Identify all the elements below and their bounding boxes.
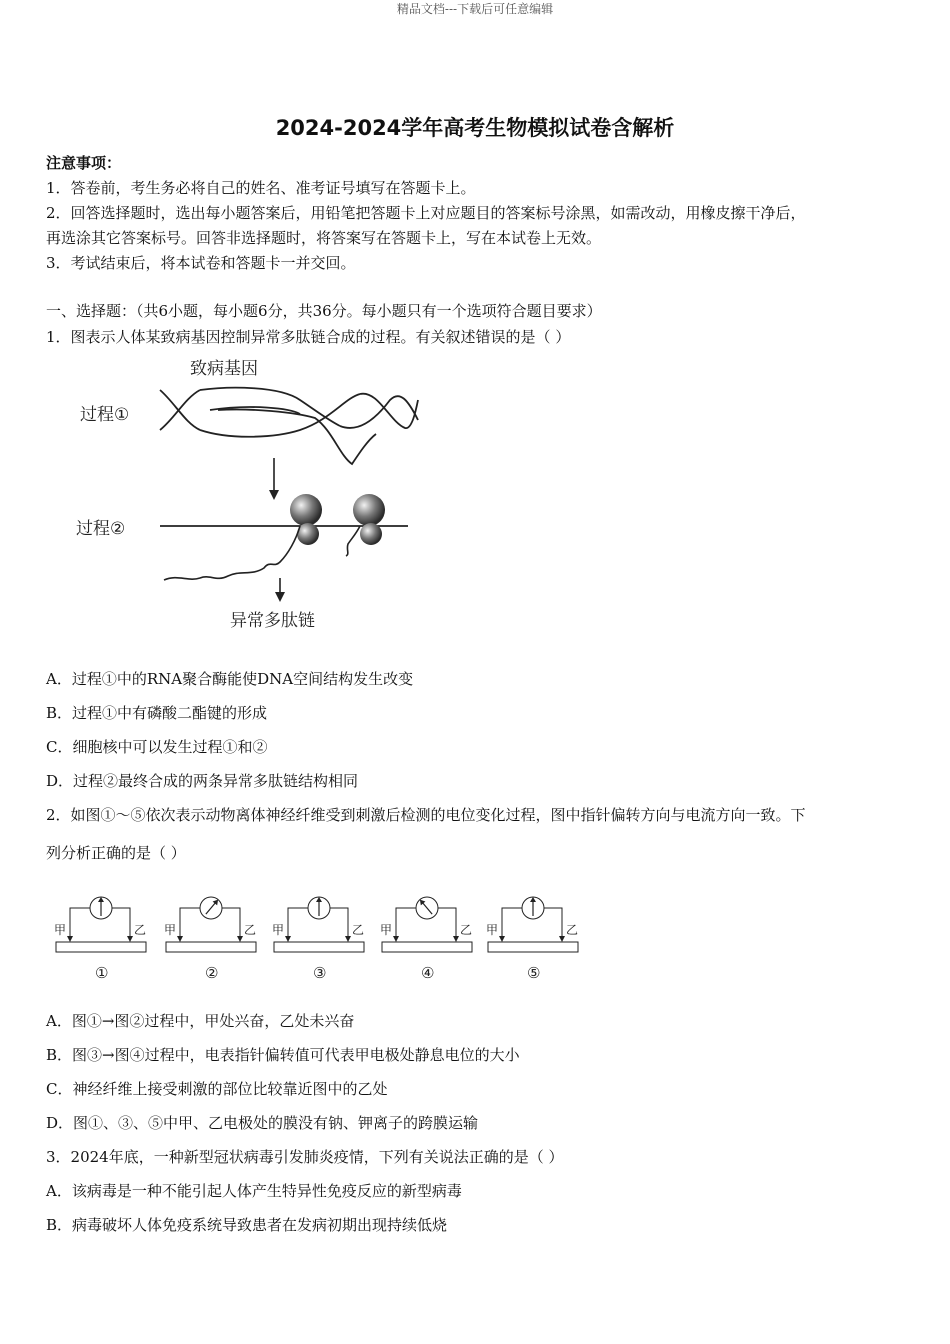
nerve-fiber (382, 942, 472, 952)
nerve-fiber (488, 942, 578, 952)
q2-option-b: B．图③→图④过程中，电表指针偏转值可代表甲电极处静息电位的大小 (46, 1046, 520, 1064)
question-2-stem: 2．如图①～⑤依次表示动物离体神经纤维受到刺激后检测的电位变化过程，图中指针偏转方向与电流方向一致。下 (46, 806, 806, 824)
q2-option-d: D．图①、③、⑤中甲、乙电极处的膜没有钠、钾离子的跨膜运输 (46, 1114, 479, 1132)
question-3-stem: 3．2024年底，一种新型冠状病毒引发肺炎疫情，下列有关说法正确的是（ ） (46, 1148, 564, 1166)
header-note: 精品文档---下载后可任意编辑 (396, 2, 554, 16)
nerve-fiber-diagram (46, 886, 586, 986)
q1-option-d: D．过程②最终合成的两条异常多肽链结构相同 (46, 772, 359, 790)
product-label: 异常多肽链 (230, 611, 315, 631)
process1-label: 过程① (80, 405, 130, 425)
notice-item: 3．考试结束后，将本试卷和答题卡一并交回。 (46, 254, 356, 272)
electrode-label-yi: 乙 (134, 923, 147, 937)
panel-number: ① (95, 964, 109, 982)
nerve-fiber (56, 942, 146, 952)
ribosome-large-subunit (290, 494, 322, 526)
q1-option-c: C．细胞核中可以发生过程①和② (46, 738, 268, 756)
galvanometer-panel (164, 897, 256, 982)
electrode-label-yi: 乙 (244, 923, 257, 937)
q1-option-a: A．过程①中的RNA聚合酶能使DNA空间结构发生改变 (46, 670, 414, 688)
page-title: 2024-2024学年高考生物模拟试卷含解析 (275, 116, 675, 140)
electrode-label-jia: 甲 (380, 923, 393, 937)
question-2-stem: 列分析正确的是（ ） (46, 844, 186, 862)
section-heading: 一、选择题：（共6小题，每小题6分，共36分。每小题只有一个选项符合题目要求） (46, 302, 602, 320)
electrode-label-yi: 乙 (352, 923, 365, 937)
electrode-label-jia: 甲 (54, 923, 67, 937)
q1-option-b: B．过程①中有磷酸二酯键的形成 (46, 704, 268, 722)
nerve-fiber (274, 942, 364, 952)
notice-item: 再选涂其它答案标号。回答非选择题时，将答案写在答题卡上，写在本试卷上无效。 (46, 229, 602, 247)
q3-option-b: B．病毒破坏人体免疫系统导致患者在发病初期出现持续低烧 (46, 1216, 448, 1234)
notice-heading: 注意事项： (46, 154, 122, 172)
galvanometer-panel (380, 897, 472, 982)
notice-item: 2．回答选择题时，选出每小题答案后，用铅笔把答题卡上对应题目的答案标号涂黑，如需改动，用橡皮擦干净后， (46, 204, 806, 222)
process2-label: 过程② (76, 519, 126, 539)
notice-item: 1．答卷前，考生务必将自己的姓名、准考证号填写在答题卡上。 (46, 179, 476, 197)
ribosome-small-subunit (360, 523, 382, 545)
polypeptide-chain (346, 526, 360, 556)
polypeptide-chain (164, 526, 300, 580)
electrode-label-yi: 乙 (460, 923, 473, 937)
panel-number: ④ (421, 964, 435, 982)
q2-option-a: A．图①→图②过程中，甲处兴奋，乙处未兴奋 (46, 1012, 355, 1030)
panel-number: ② (205, 964, 219, 982)
electrode-label-jia: 甲 (164, 923, 177, 937)
galvanometer-panel (486, 897, 578, 982)
electrode-label-jia: 甲 (486, 923, 499, 937)
gene-label: 致病基因 (190, 359, 258, 379)
panel-number: ③ (313, 964, 327, 982)
q3-option-a: A．该病毒是一种不能引起人体产生特异性免疫反应的新型病毒 (46, 1182, 462, 1200)
panel-number: ⑤ (527, 964, 541, 982)
galvanometer-panel (54, 897, 146, 982)
q2-option-c: C．神经纤维上接受刺激的部位比较靠近图中的乙处 (46, 1080, 388, 1098)
gene-expression-diagram (60, 348, 430, 638)
galvanometer-panel (272, 897, 364, 982)
ribosome-large-subunit (353, 494, 385, 526)
question-1-stem: 1．图表示人体某致病基因控制异常多肽链合成的过程。有关叙述错误的是（ ） (46, 328, 571, 346)
electrode-label-yi: 乙 (566, 923, 579, 937)
nerve-fiber (166, 942, 256, 952)
electrode-label-jia: 甲 (272, 923, 285, 937)
